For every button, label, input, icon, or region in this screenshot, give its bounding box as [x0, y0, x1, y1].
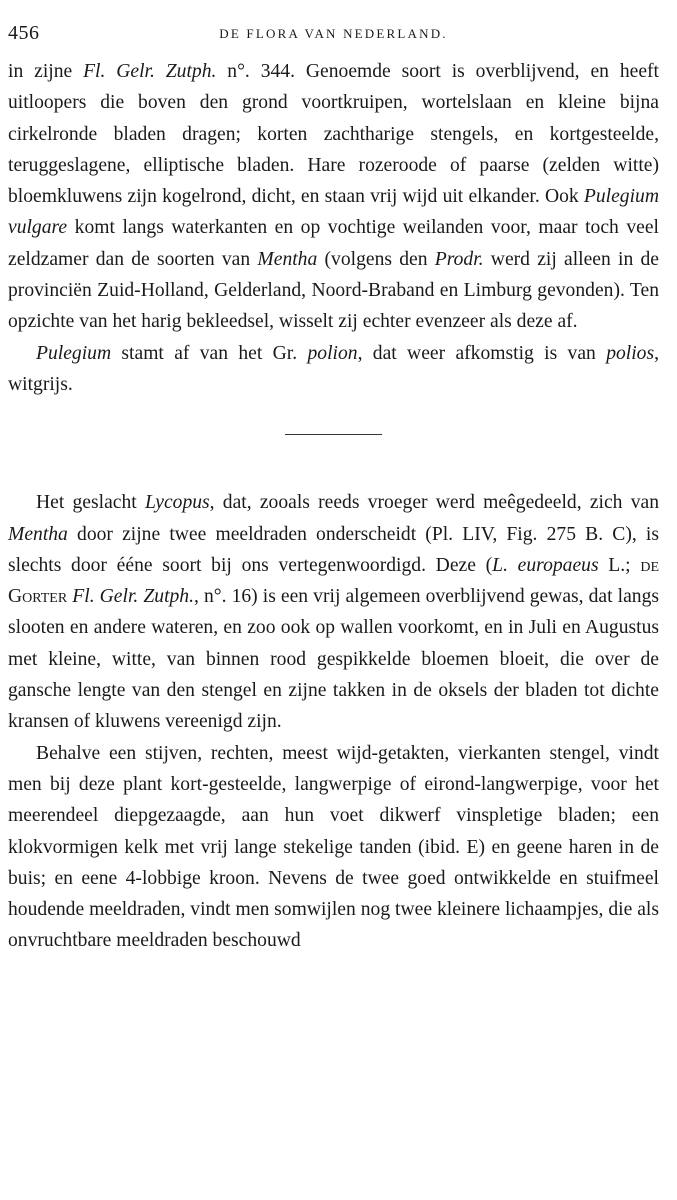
paragraph-p4: [8, 738, 659, 957]
italic-term: polion: [307, 342, 358, 364]
text-run: Het geslacht: [36, 492, 145, 514]
paragraph-p1: [8, 56, 659, 338]
italic-term: Pulegium: [36, 342, 112, 364]
text-run: Behalve een stijven, rechten, meest wijd-getakten, vierkanten stengel, vindt men bij deze plant kort-gesteelde, langwerpige of eirond-langwerpige, voor het meerendeel diepgezaagde, aan hun voet dikwerf vinspletige bladen; een klokvormigen kelk met vrij lange stekelige tanden (ibid. E) en geene haren in de buis; en eene 4-lobbige kroon. Nevens de twee goed ontwikkelde en stuifmeel houdende meeldraden, vindt men somwijlen nog twee kleinere lichaampjes, die als onvruchtbare meeldraden beschouwd: [8, 742, 659, 952]
text-run: n°. 344. Genoemde soort is overblijvend, en heeft uitloopers die boven den grond voortkruipen, wortelslaan en kleine bijna cirkelronde bladen dragen; korten zachtharige stengels, en kortgesteelde, teruggeslagene, elliptische bladen. Hare rozeroode of paarse (zelden witte) bloemkluwens zijn kogelrond, dicht, en staan vrij wijd uit elkander. Ook: [8, 61, 659, 208]
text-run: , witgrijs.: [8, 342, 659, 395]
italic-term: polios: [606, 342, 655, 364]
text-run: in zijne: [8, 61, 84, 82]
page-number: 456: [8, 22, 40, 44]
text-run: , dat, zooals reeds vroeger werd meêgedeeld, zich van: [209, 492, 659, 514]
body-text: [8, 56, 659, 957]
italic-term: Lycopus: [144, 492, 210, 514]
italic-term: Mentha: [8, 523, 68, 545]
paragraph-p2: [8, 338, 659, 401]
italic-term: Pulegium vulgare: [8, 186, 659, 239]
text-run: door zijne twee meeldraden onderscheidt (Pl. LIV, Fig. 275 B. C), is slechts door ééne soort bij ons vertegenwoordigd. Deze (: [8, 523, 659, 576]
text-run: (volgens den: [317, 248, 435, 270]
paragraph-p3: [8, 487, 659, 737]
italic-term: Mentha: [257, 248, 318, 270]
text-run: werd zij alleen in de provinciën Zuid-Holland, Gelderland, Noord-Braband en Limburg gevonden). Ten opzichte van het harig bekleedsel, wisselt zij echter evenzeer als deze af.: [8, 248, 659, 333]
italic-term: L. europaeus: [492, 554, 599, 576]
text-run: stamt af van het Gr.: [111, 342, 308, 364]
italic-term: Fl. Gelr. Zutph.: [72, 586, 195, 608]
running-title: DE FLORA VAN NEDERLAND.: [219, 26, 448, 41]
text-run: L.;: [598, 554, 641, 576]
italic-term: Fl. Gelr. Zutph.: [83, 61, 217, 82]
running-head: [8, 10, 659, 44]
text-run: komt langs waterkanten en op vochtige weilanden voor, maar toch veel zeldzamer dan de soorten van: [8, 217, 659, 270]
italic-term: Prodr.: [434, 248, 484, 270]
section-divider: [285, 434, 382, 435]
text-run: , dat weer afkomstig is van: [357, 342, 607, 364]
text-run: , n°. 16) is een vrij algemeen overblijvend gewas, dat langs slooten en andere wateren, en zoo ook op wallen voorkomt, en in Juli en Augustus met kleine, witte, van binnen rood gespikkelde bloemen bloeit, die over de gansche lengte van den stengel en zijne takken in de oksels der bladen tot dichte kransen of kluwens vereenigd zijn.: [8, 586, 659, 733]
small-caps-author: de Gorter: [8, 554, 660, 608]
